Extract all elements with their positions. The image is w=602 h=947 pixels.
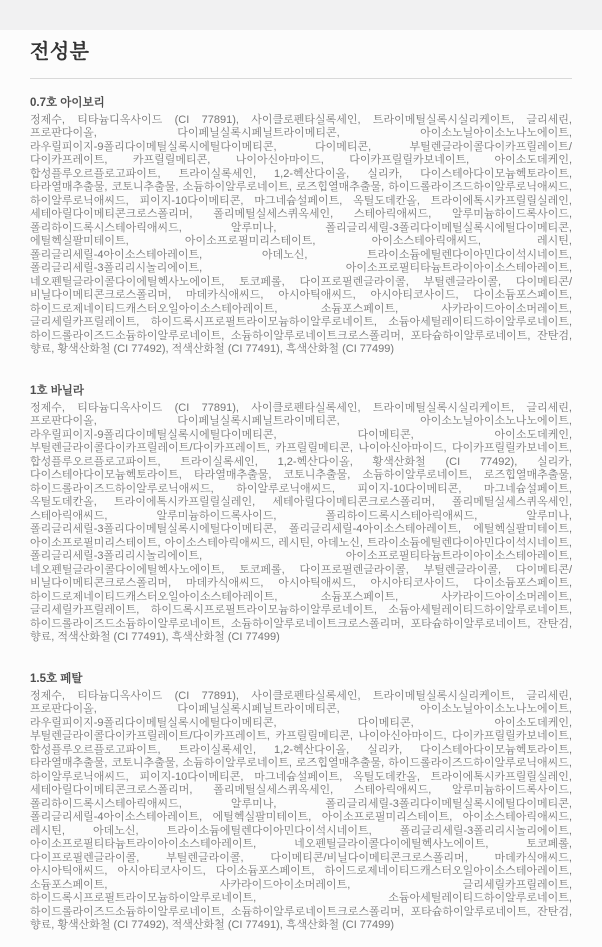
section-shade-0-7-ivory: [30, 96, 572, 357]
title-divider: [30, 78, 572, 79]
section-shade-1-vanilla: [30, 384, 572, 645]
page-title: 전성분: [30, 41, 90, 63]
ingredient-list: 정제수, 티타늄디옥사이드 (CI 77891), 사이클로펜타실록세인, 트라이메틸실록시실리케이트, 글리세린, 프로판다이올, 다이페닐실록시페닐트라이메티콘, 아이소노닐아이소노나노에이트, 라우릴피이지-9폴리다이메틸실록시에틸다이메티콘, 다이메티콘, 아이소도데케인, 부틸렌글라이콜다이카프릴레이트/다이카프레이트, 카프릴릴메티콘, 나이아신아마이드, 다이카프릴릴카보네이트, 합성플루오르플로고파이트, 트라이실록세인, 1,2-헥산다이올, 황색산화철 (CI 77492), 실리카, 다이스테아다이모늄헥토라이트, 타라열매추출물, 코토니추출물, 소듐하이알루로네이트, 로즈힙열매추출물, 하이드롤라이즈드하이알루로닉애씨드, 하이알루로닉애씨드, 피이지-10다이메티콘, 마그네슘설페이트, 옥틸도데칸올, 트라이에톡시카프릴릴실레인, 세테아릴다이메티콘크로스폴리머, 폴리메틸실세스퀴옥세인, 스테아릭애씨드, 알루미늄하이드록사이드, 폴리하이드록시스테아릭애씨드, 알루미나, 폴리글리세릴-3폴리다이메틸실록시에틸다이메티콘, 폴리글리세릴-4아이소스테아레이트, 에틸헥실팔미테이트, 아이소프로필미리스테이트, 아이소스테아릭애씨드, 레시틴, 아데노신, 트라이소듐에틸렌다이아민다이석시네이트, 폴리글리세릴-3폴리리시놀리에이트, 아이소프로필티타늄트라이아이소스테아레이트, 네오펜틸글라이콜다이에틸헥사노에이트, 토코페롤, 다이프로필렌글라이콜, 부틸렌글라이콜, 다이메티콘/비닐다이메티콘크로스폴리머, 마데카식애씨드, 아시아틱애씨드, 아시아티코사이드, 다이소듐포스페이트, 하이드로제네이티드캐스터오일아이소스테아레이트, 소듐포스페이트, 사카라이드아이소머레이트, 글리세릴카프릴레이트, 하이드록시프로필트라이모늄하이알루로네이트, 소듐아세틸레이티드하이알루로네이트, 하이드롤라이즈드소듐하이알루로네이트, 소듐하이알루로네이트크로스폴리머, 포타슘하이알루로네이트, 잔탄검, 향료, 적색산화철 (CI 77491), 흑색산화철 (CI 77499): [30, 401, 572, 644]
section-shade-1-5-petal: [30, 672, 572, 933]
section-heading: 0.7호 아이보리: [30, 97, 105, 109]
section-heading: 1호 바닐라: [30, 384, 85, 397]
ingredient-list: 정제수, 티타늄디옥사이드 (CI 77891), 사이클로펜타실록세인, 트라이메틸실록시실리케이트, 글리세린, 프로판다이올, 다이페닐실록시페닐트라이메티콘, 아이소노닐아이소노나노에이트, 라우릴피이지-9폴리다이메틸실록시에틸다이메티콘, 다이메티콘, 부틸렌글라이콜다이카프릴레이트/다이카프레이트, 카프릴릴메티콘, 나이아신아마이드, 다이카프릴릴카보네이트, 아이소도데케인, 합성플루오르플로고파이트, 트라이실록세인, 1,2-헥산다이올, 실리카, 다이스테아다이모늄헥토라이트, 타라열매추출물, 코토니추출물, 소듐하이알루로네이트, 로즈힙열매추출물, 하이드롤라이즈드하이알루로닉애씨드, 하이알루로닉애씨드, 피이지-10다이메티콘, 마그네슘설페이트, 옥틸도데칸올, 트라이에톡시카프릴릴실레인, 세테아릴다이메티콘크로스폴리머, 폴리메틸실세스퀴옥세인, 스테아릭애씨드, 알루미늄하이드록사이드, 폴리하이드록시스테아릭애씨드, 알루미나, 폴리글리세릴-3폴리다이메틸실록시에틸다이메티콘, 에틸헥실팔미테이트, 아이소프로필미리스테이트, 아이소스테아릭애씨드, 레시틴, 폴리글리세릴-4아이소스테아레이트, 아데노신, 트라이소듐에틸렌다이아민다이석시네이트, 폴리글리세릴-3폴리리시놀리에이트, 아이소프로필티타늄트라이아이소스테아레이트, 네오펜틸글라이콜다이에틸헥사노에이트, 토코페롤, 다이프로필렌글라이콜, 부틸렌글라이콜, 다이메티콘/비닐다이메티콘크로스폴리머, 마데카식애씨드, 아시아틱애씨드, 아시아티코사이드, 다이소듐포스페이트, 하이드로제네이티드캐스터오일아이소스테아레이트, 소듐포스페이트, 사카라이드아이소머레이트, 글리세릴카프릴레이트, 하이드록시프로필트라이모늄하이알루로네이트, 소듐아세틸레이티드하이알루로네이트, 하이드롤라이즈드소듐하이알루로네이트, 소듐하이알루로네이트크로스폴리머, 포타슘하이알루로네이트, 잔탄검, 향료, 황색산화철 (CI 77492), 적색산화철 (CI 77491), 흑색산화철 (CI 77499): [30, 113, 572, 356]
top-background-strip: [0, 0, 602, 30]
section-heading: 1.5호 페탈: [30, 672, 83, 685]
ingredients-content: [0, 30, 602, 947]
ingredient-list: 정제수, 티타늄디옥사이드 (CI 77891), 사이클로펜타실록세인, 트라이메틸실록시실리케이트, 글리세린, 프로판다이올, 다이페닐실록시페닐트라이메티콘, 아이소노닐아이소노나노에이트, 라우릴피이지-9폴리다이메틸실록시에틸다이메티콘, 다이메티콘, 아이소도데케인, 부틸렌글라이콜다이카프릴레이트/다이카프레이트, 카프릴릴메티콘, 나이아신아마이드, 다이카프릴릴카보네이트, 합성플루오르플로고파이트, 트라이실록세인, 1,2-헥산다이올, 실리카, 다이스테아다이모늄헥토라이트, 타라열매추출물, 코토니추출물, 소듐하이알루로네이트, 로즈힙열매추출물, 하이드롤라이즈드하이알루로닉애씨드, 하이알루로닉애씨드, 피이지-10다이메티콘, 마그네슘설페이트, 옥틸도데칸올, 트라이에톡시카프릴릴실레인, 세테아릴다이메티콘크로스폴리머, 폴리메틸실세스퀴옥세인, 스테아릭애씨드, 알루미늄하이드록사이드, 폴리하이드록시스테아릭애씨드, 알루미나, 폴리글리세릴-3폴리다이메틸실록시에틸다이메티콘, 폴리글리세릴-4아이소스테아레이트, 에틸헥실팔미테이트, 아이소프로필미리스테이트, 아이소스테아릭애씨드, 레시틴, 아데노신, 트라이소듐에틸렌다이아민다이석시네이트, 폴리글리세릴-3폴리리시놀리에이트, 아이소프로필티타늄트라이아이소스테아레이트, 네오펜틸글라이콜다이에틸헥사노에이트, 토코페롤, 다이프로필렌글라이콜, 부틸렌글라이콜, 다이메티콘/비닐다이메티콘크로스폴리머, 마데카식애씨드, 아시아틱애씨드, 아시아티코사이드, 다이소듐포스페이트, 하이드로제네이티드캐스터오일아이소스테아레이트, 소듐포스페이트, 사카라이드아이소머레이트, 글리세릴카프릴레이트, 하이드록시프로필트라이모늄하이알루로네이트, 소듐아세틸레이티드하이알루로네이트, 하이드롤라이즈드소듐하이알루로네이트, 소듐하이알루로네이트크로스폴리머, 포타슘하이알루로네이트, 잔탄검, 향료, 황색산화철 (CI 77492), 적색산화철 (CI 77491), 흑색산화철 (CI 77499): [30, 689, 572, 932]
